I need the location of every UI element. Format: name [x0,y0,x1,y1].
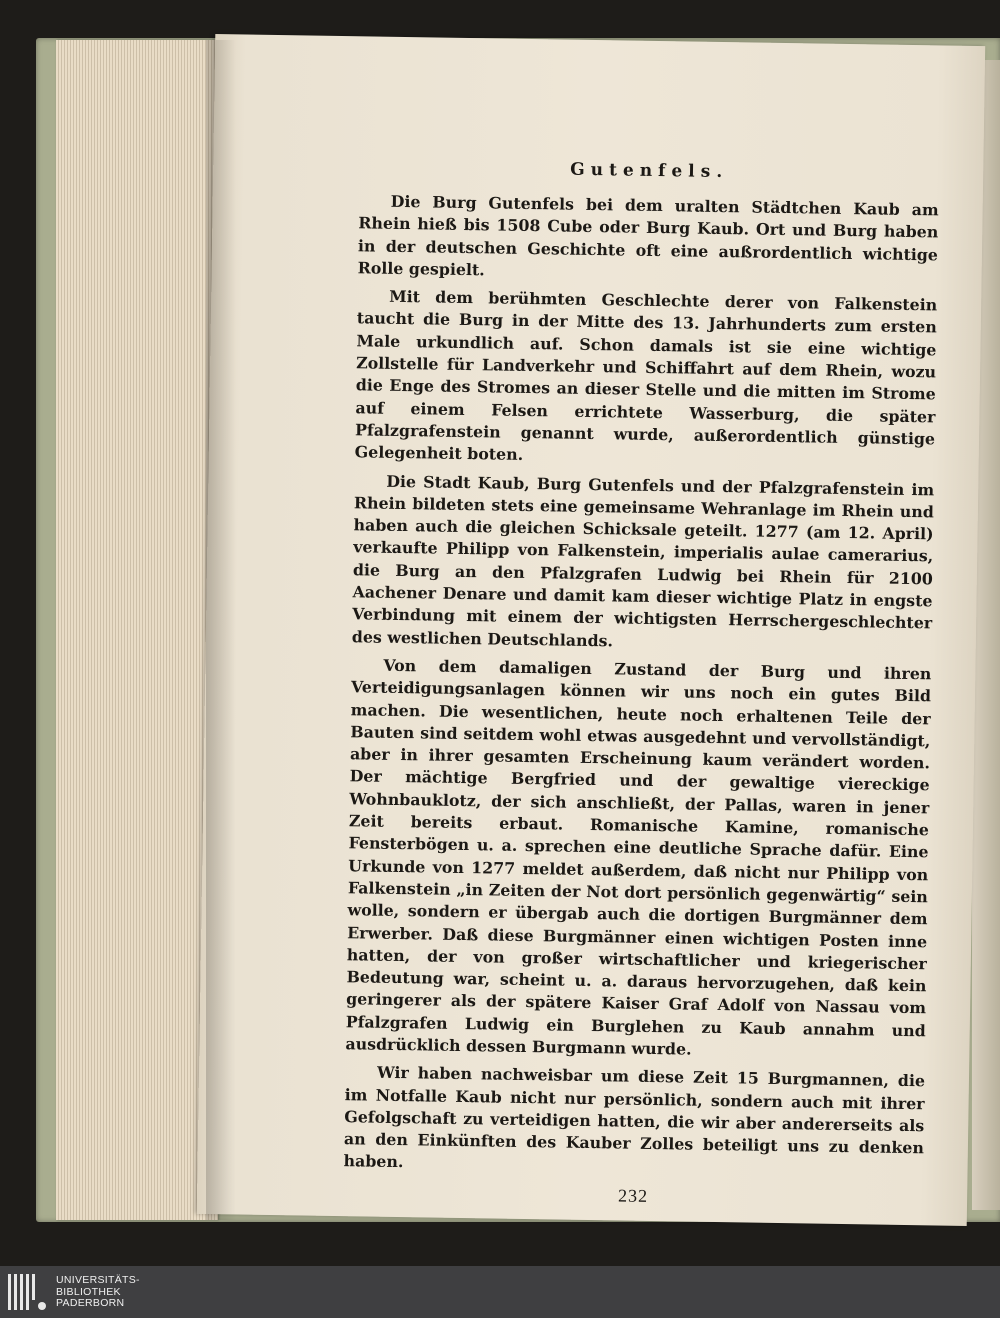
page-heading: Gutenfels. [570,159,729,183]
library-name-line: UNIVERSITÄTS- [56,1274,140,1286]
library-name-line: PADERBORN [56,1297,125,1309]
page-edges [56,40,218,1220]
paragraph: Die Burg Gutenfels bei dem uralten Städtchen Kaub am Rhein hieß bis 1508 Cube oder Burg Kaub. Ort und Burg haben in der deutschen Geschichte oft eine außrordentlich wichtige Rolle gespielt. [357,191,939,280]
library-name-line: BIBLIOTHEK [56,1285,121,1298]
book-page [197,34,985,1226]
page-number: 232 [617,1185,649,1206]
paragraph: Von dem damaligen Zustand der Burg und ihren Verteidigungsanlagen können wir uns noch ein gutes Bild machen. Die wesentlichen, heute noch erhaltenen Teile der Bauten sind seitdem wohl etwas ausgedehnt und vervollständigt, aber in ihrer gesamten Erscheinung kaum verändert worden. Der mächtige Bergfried und der gewaltige viereckige Wohnbauklotz, der sich anschließt, der Pallas, waren in jener Zeit bereits erbaut. Romanische Kamine, romanische Fensterbögen u. a. sprechen eine deutliche Sprache dafür. Eine Urkunde von 1277 meldet außerdem, daß nicht nur Philipp von Falkenstein „in Zeiten der Not dort persönlich gegenwärtig“ sein wolle, sondern er übergab auch die dortigen Burgmänner dem Erwerber. Daß diese Burgmänner einen wichtigen Posten inne hatten, der von großer wirtschaftlicher und kriegerischer Bedeutung war, scheint u. a. daraus hervorzugehen, daß kein geringerer als der spätere Kaiser Graf Adolf von Nassau vom Pfalzgrafen Ludwig ein Burglehen zu Kaub annahm und ausdrücklich dessen Burgmann wurde. [345,655,932,1059]
spine-shadow [206,40,236,1220]
paragraph: Die Stadt Kaub, Burg Gutenfels und der Pfalzgrafenstein im Rhein bildeten stets eine gemeinsame Wehranlage im Rhein und haben auch die gleichen Schicksale geteilt. 1277 (am 12. April) verkaufte Philipp von Falkenstein, imperialis aulae camerarius, die Burg an den Pfalzgrafen Ludwig bei Rhein für 2100 Aachener Denare und damit kam dieser wichtige Platz in engste Verbindung mit einem der wichtigsten Herrschergeschlechter des westlichen Deutschlands. [351,471,935,650]
library-footer [0,1266,1000,1318]
library-name [56,1275,140,1310]
paragraph: Wir haben nachweisbar um diese Zeit 15 Burgmannen, die im Notfalle Kaub nicht nur persönlich, sondern auch mit ihrer Gefolgschaft zu verteidigen hatten, die wir aber andererseits als an den Einkünften des Kauber Zolles beteiligt uns zu denken haben. [343,1062,926,1172]
library-barcode-logo-icon [8,1274,48,1310]
paragraph: Mit dem berühmten Geschlechte derer von Falkenstein taucht die Burg in der Mitte des 13. Jahrhunderts zum ersten Male urkundlich auf. Schon damals ist sie eine wichtige Zollstelle für Landverkehr und Schiffahrt auf dem Rhein, wozu die Enge des Stromes an dieser Stelle und die mitten im Strome auf einem Felsen errichtete Wasserburg, die später Pfalzgrafenstein genannt wurde, außerordentlich günstige Gelegenheit boten. [354,286,938,465]
page-text-block [343,156,939,1211]
